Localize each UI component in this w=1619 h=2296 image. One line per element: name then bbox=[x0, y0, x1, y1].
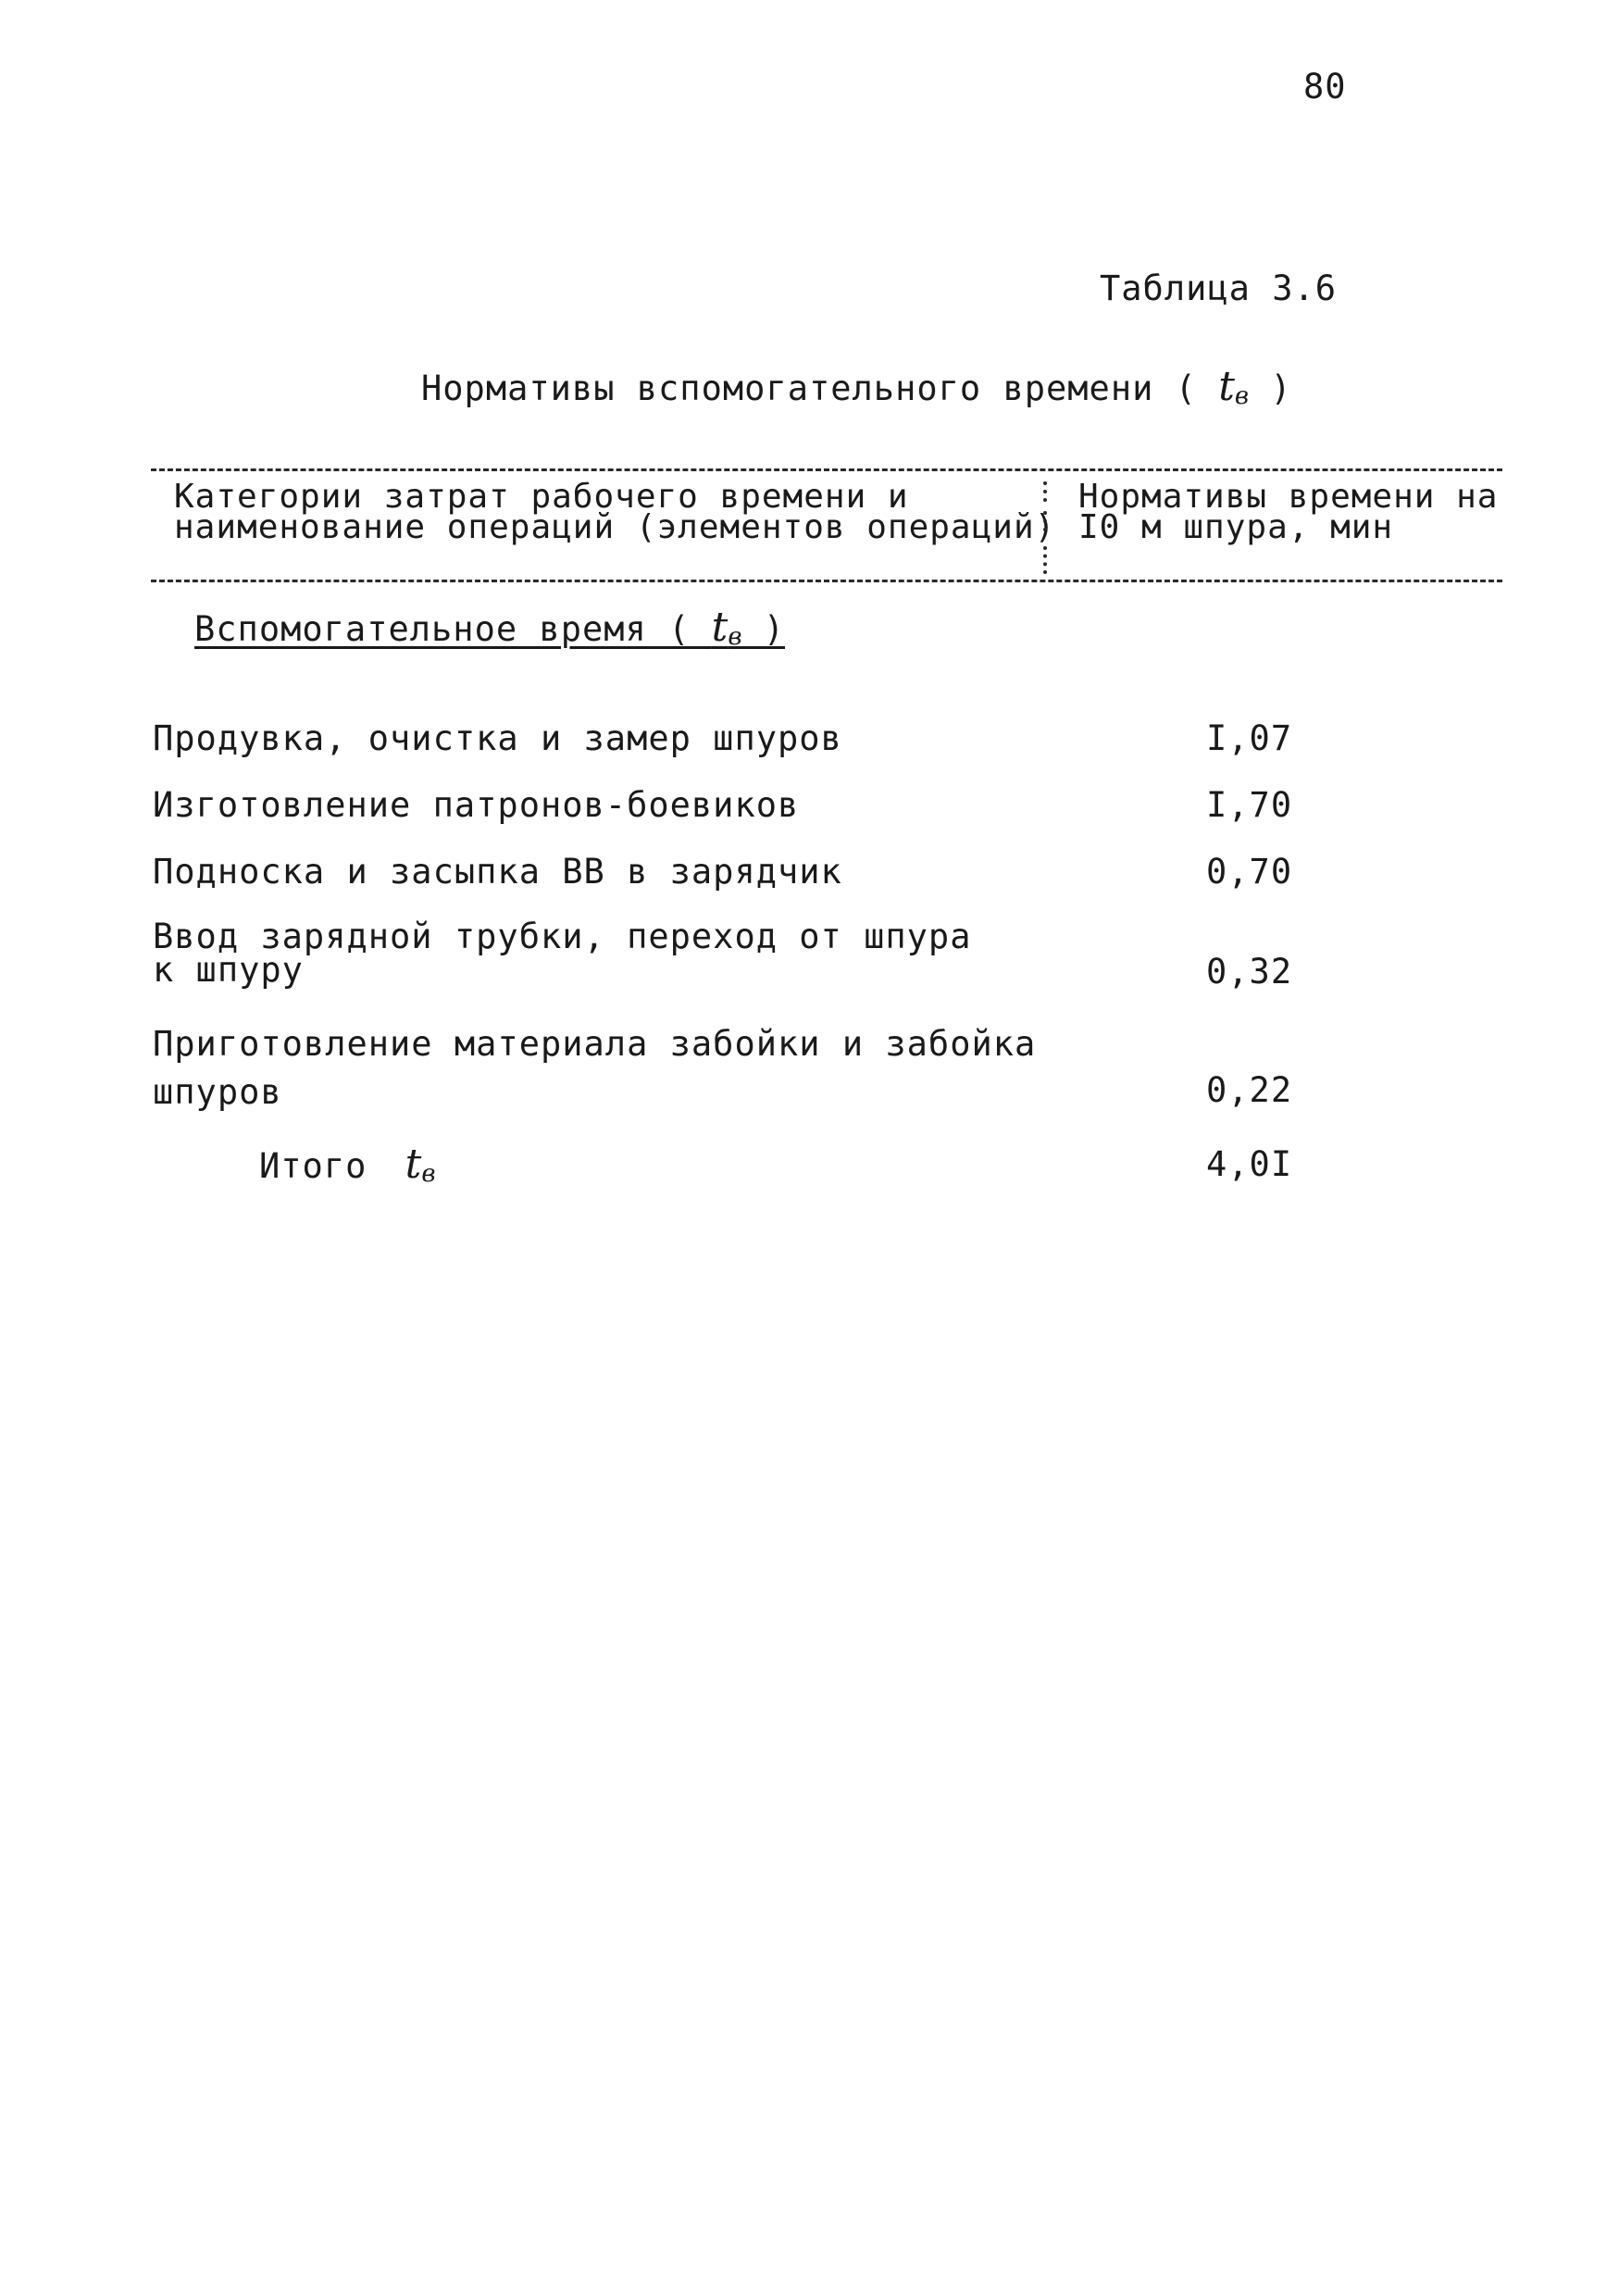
total-label: Итого bbox=[259, 1146, 367, 1186]
time-symbol bbox=[1218, 363, 1249, 410]
operation-label-line: Ввод зарядной трубки, переход от шпура bbox=[153, 917, 972, 956]
page-number: 80 bbox=[1303, 67, 1347, 106]
time-symbol-subscript: в bbox=[728, 623, 742, 651]
section-heading-close: ) bbox=[741, 609, 786, 649]
header-column-norms bbox=[1078, 478, 1499, 546]
time-symbol-subscript: в bbox=[421, 1160, 436, 1188]
header-rule-top bbox=[151, 468, 1502, 471]
table-title bbox=[421, 363, 1292, 415]
operation-label-line: шпуров bbox=[153, 1072, 282, 1112]
total-row bbox=[259, 1141, 436, 1192]
header-rule-bottom bbox=[151, 580, 1502, 582]
time-symbol bbox=[712, 604, 742, 651]
operation-label-line: к шпуру bbox=[153, 950, 304, 990]
total-value: 4,0I bbox=[1206, 1144, 1293, 1184]
column-separator bbox=[1043, 546, 1047, 574]
time-symbol-letter: t bbox=[711, 604, 729, 651]
time-symbol-subscript: в bbox=[1234, 382, 1250, 410]
operation-label-line: Приготовление материала забойки и забойка bbox=[153, 1024, 1037, 1064]
table-label: Таблица 3.6 bbox=[1100, 268, 1338, 308]
table-title-text: Нормативы вспомогательного времени ( bbox=[421, 368, 1219, 408]
header-column-operations bbox=[174, 478, 1056, 546]
operation-label bbox=[153, 1020, 1036, 1117]
column-separator bbox=[1043, 481, 1047, 502]
operation-value: I,07 bbox=[1206, 718, 1293, 758]
operation-value: 0,70 bbox=[1206, 852, 1293, 892]
header-col1-line1: Категории затрат рабочего времени и bbox=[174, 478, 909, 516]
section-heading-text: Вспомогательное время ( bbox=[194, 609, 712, 649]
header-col2-line1: Нормативы времени на bbox=[1078, 478, 1499, 516]
time-symbol bbox=[405, 1141, 436, 1188]
section-heading bbox=[194, 604, 786, 655]
operation-value: 0,32 bbox=[1206, 952, 1293, 992]
operation-value: I,70 bbox=[1206, 785, 1293, 825]
table-title-close: ) bbox=[1249, 368, 1292, 408]
header-col2-line2: I0 м шпура, мин bbox=[1078, 508, 1394, 546]
operation-label: Продувка, очистка и замер шпуров bbox=[153, 718, 842, 758]
operation-value: 0,22 bbox=[1206, 1070, 1293, 1110]
column-separator bbox=[1043, 511, 1047, 531]
operation-label bbox=[153, 917, 972, 990]
time-symbol-letter: t bbox=[405, 1141, 422, 1188]
operation-label: Подноска и засыпка ВВ в зарядчик bbox=[153, 852, 842, 892]
header-col1-line2: наименование операций (элементов операций) bbox=[174, 508, 1056, 546]
operation-label: Изготовление патронов-боевиков bbox=[153, 785, 800, 825]
time-symbol-letter: t bbox=[1218, 363, 1235, 410]
